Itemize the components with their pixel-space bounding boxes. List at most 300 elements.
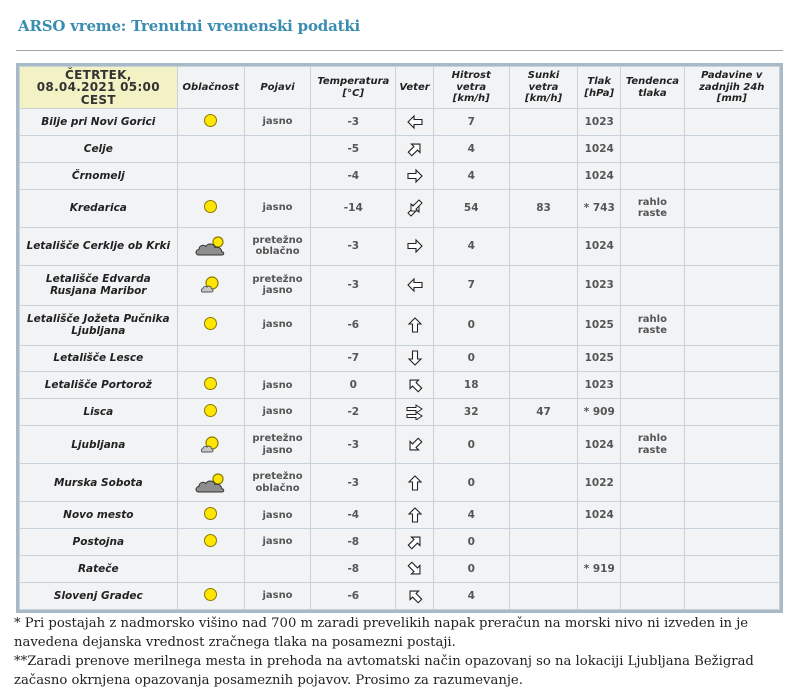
temp-value: -3: [347, 476, 360, 489]
phenomena-cell: [245, 163, 310, 189]
pressure-cell: [578, 306, 620, 345]
col-wind: Veter: [396, 67, 432, 108]
precip-cell: [685, 109, 779, 135]
arrow-left-icon: [398, 277, 430, 293]
temperature-cell: [311, 502, 395, 528]
station-name: [20, 529, 177, 555]
col-trend: [621, 67, 683, 108]
station-name: [20, 306, 177, 345]
pressure-trend-cell: [621, 306, 683, 345]
col-precip: [685, 67, 779, 108]
pressure-trend-line: rahlo: [637, 313, 667, 325]
gust-value: 47: [536, 406, 551, 419]
gust-cell: [510, 556, 577, 582]
pressure-cell: [578, 464, 620, 501]
phenomena-cell: [245, 426, 310, 463]
temp-value: -4: [347, 169, 360, 182]
station-name-line: Bilje pri Novi Gorici: [41, 115, 156, 128]
temperature-cell: [311, 109, 395, 135]
wind-speed-cell: [434, 136, 509, 162]
precip-cell: [685, 163, 779, 189]
temperature-cell: [311, 306, 395, 345]
col-phenomena: Pojavi: [245, 67, 310, 108]
footnotes: [14, 614, 789, 690]
pressure-value: 1024: [584, 169, 614, 182]
station-name-line: Letališče Portorož: [44, 379, 152, 392]
wind-speed-cell: [434, 583, 509, 609]
speed-value: 7: [467, 279, 475, 292]
wind-speed-cell: [434, 464, 509, 501]
col-temperature-l1: Temperatura: [317, 76, 390, 87]
wind-direction-cell: [396, 529, 432, 555]
pressure-trend-cell: [621, 583, 683, 609]
pressure-value: 1024: [584, 240, 614, 253]
gust-cell: [510, 190, 577, 227]
pressure-value: 1023: [584, 379, 614, 392]
precip-cell: [685, 426, 779, 463]
temperature-cell: [311, 163, 395, 189]
observation-datetime: [20, 67, 177, 108]
temp-value: -3: [347, 438, 360, 451]
station-name-line: Letališče Cerklje ob Krki: [26, 240, 171, 253]
temp-value: -3: [347, 279, 360, 292]
temp-value: -6: [347, 319, 360, 332]
pressure-value: 1022: [584, 476, 614, 489]
pressure-trend-line: rahlo: [637, 433, 667, 445]
phenomena-cell: [245, 556, 310, 582]
sun-icon: [204, 408, 217, 420]
arrow-up-left-icon: [398, 588, 430, 604]
col-gusts-l3: [km/h]: [525, 93, 563, 105]
col-precip-l1: Padavine v: [701, 70, 763, 82]
wind-speed-cell: [434, 346, 509, 372]
temperature-cell: [311, 556, 395, 582]
date-weekday: ČETRTEK,: [65, 67, 132, 82]
station-name: [20, 556, 177, 582]
pressure-cell: [578, 190, 620, 227]
pressure-trend-line: raste: [637, 208, 668, 220]
wind-direction-cell: [396, 372, 432, 398]
station-name-line: Ljubljana: [71, 438, 126, 451]
temp-value: -4: [347, 509, 360, 522]
pressure-cell: [578, 426, 620, 463]
station-name: [20, 399, 177, 425]
sun-icon: [204, 592, 217, 604]
phenomena-cell: [245, 502, 310, 528]
precip-cell: [685, 190, 779, 227]
temp-value: -8: [347, 563, 360, 576]
arrow-up-icon: [398, 317, 430, 333]
wind-direction-cell: [396, 163, 432, 189]
arrow-right-icon: [398, 168, 430, 184]
cloudiness-cell: [178, 399, 244, 425]
arrow-right-double-icon: [398, 404, 430, 420]
date-time: 08.04.2021 05:00: [36, 80, 160, 95]
weather-table: [19, 66, 780, 610]
phenomena-line: pretežno: [252, 471, 303, 483]
gust-cell: [510, 346, 577, 372]
cloudiness-cell: [178, 266, 244, 305]
cloudiness-cell: [178, 228, 244, 265]
station-name: [20, 372, 177, 398]
col-wind-speed: [434, 67, 509, 108]
phenomena-line: oblačno: [255, 482, 300, 494]
temperature-cell: [311, 583, 395, 609]
arrow-left-icon: [398, 114, 430, 130]
phenomena-line: jasno: [262, 379, 293, 391]
phenomena-line: jasno: [262, 116, 293, 128]
speed-value: 0: [467, 352, 475, 365]
phenomena-line: pretežno: [252, 273, 303, 285]
precip-cell: [685, 502, 779, 528]
precip-cell: [685, 372, 779, 398]
wind-speed-cell: [434, 372, 509, 398]
wind-speed-cell: [434, 109, 509, 135]
wind-speed-cell: [434, 190, 509, 227]
pressure-trend-cell: [621, 529, 683, 555]
col-precip-l2: zadnjih 24h: [699, 81, 765, 93]
header-row: [20, 67, 779, 108]
phenomena-cell: [245, 266, 310, 305]
speed-value: 4: [467, 142, 475, 155]
footnote-ljubljana: **Zaradi prenove merilnega mesta in prehoda na avtomatski način opazovanj so na lokaciji Ljubljana Bežigrad začasno okrnjena opazovanja posameznih pojavov. Prosimo za razumevanje.: [14, 654, 754, 688]
col-wind-speed-l3: [km/h]: [452, 93, 490, 105]
station-name-line: Letališče Edvarda: [45, 273, 151, 286]
pressure-trend-line: rahlo: [637, 196, 667, 208]
arrow-up-icon: [398, 475, 430, 491]
table-row: [20, 306, 779, 345]
phenomena-line: pretežno: [252, 433, 303, 445]
table-row: [20, 529, 779, 555]
pressure-trend-cell: [621, 556, 683, 582]
pressure-cell: [578, 109, 620, 135]
wind-direction-cell: [396, 556, 432, 582]
phenomena-cell: [245, 464, 310, 501]
station-name: [20, 190, 177, 227]
temp-value: 0: [349, 379, 357, 392]
table-row: [20, 556, 779, 582]
phenomena-cell: [245, 583, 310, 609]
station-name-line: Rateče: [77, 563, 119, 576]
pressure-trend-cell: [621, 399, 683, 425]
speed-value: 4: [467, 509, 475, 522]
phenomena-line: pretežno: [252, 234, 303, 246]
station-name: [20, 464, 177, 501]
speed-value: 0: [467, 319, 475, 332]
station-name: [20, 228, 177, 265]
pressure-cell: [578, 266, 620, 305]
pressure-value: 1024: [584, 509, 614, 522]
col-temperature-l2: [°C]: [342, 87, 365, 99]
temp-value: -3: [347, 115, 360, 128]
pressure-trend-cell: [621, 109, 683, 135]
pressure-trend-cell: [621, 502, 683, 528]
sun-icon: [204, 381, 217, 393]
pressure-cell: [578, 556, 620, 582]
gust-cell: [510, 109, 577, 135]
cloudiness-cell: [178, 163, 244, 189]
pressure-trend-cell: [621, 426, 683, 463]
station-name-line: Celje: [83, 142, 113, 155]
table-row: [20, 190, 779, 227]
speed-value: 18: [463, 379, 479, 392]
cloudiness-cell: [178, 583, 244, 609]
speed-value: 4: [467, 240, 475, 253]
gust-cell: [510, 163, 577, 189]
station-name-line: Lisca: [83, 406, 114, 419]
gust-cell: [510, 136, 577, 162]
speed-value: 0: [467, 438, 475, 451]
speed-value: 7: [467, 115, 475, 128]
pressure-value: * 743: [583, 202, 615, 215]
station-name-line: Slovenj Gradec: [53, 589, 143, 602]
table-row: [20, 228, 779, 265]
temperature-cell: [311, 464, 395, 501]
precip-cell: [685, 346, 779, 372]
precip-cell: [685, 556, 779, 582]
station-name: [20, 426, 177, 463]
pressure-cell: [578, 136, 620, 162]
wind-speed-cell: [434, 426, 509, 463]
wind-direction-cell: [396, 109, 432, 135]
pressure-trend-line: raste: [637, 444, 668, 456]
phenomena-cell: [245, 190, 310, 227]
arrow-up-right-icon: [398, 534, 430, 550]
table-row: [20, 502, 779, 528]
sun-cloud-icon: [180, 436, 242, 454]
col-trend-l2: tlaka: [638, 87, 667, 99]
pressure-value: 1025: [584, 352, 614, 365]
speed-value: 4: [467, 589, 475, 602]
gust-cell: [510, 306, 577, 345]
pressure-trend-cell: [621, 136, 683, 162]
col-gusts: [510, 67, 577, 108]
wind-speed-cell: [434, 163, 509, 189]
arrow-right-icon: [398, 238, 430, 254]
wind-direction-cell: [396, 464, 432, 501]
wind-speed-cell: [434, 399, 509, 425]
temp-value: -2: [347, 406, 360, 419]
pressure-cell: [578, 583, 620, 609]
cloudiness-cell: [178, 372, 244, 398]
pressure-trend-cell: [621, 372, 683, 398]
station-name-line: Rusjana Maribor: [50, 285, 147, 298]
table-row: [20, 399, 779, 425]
gust-cell: [510, 502, 577, 528]
wind-speed-cell: [434, 266, 509, 305]
date-timezone: CEST: [80, 92, 116, 107]
pressure-trend-cell: [621, 190, 683, 227]
station-name: [20, 109, 177, 135]
pressure-value: 1023: [584, 279, 614, 292]
col-wind-speed-l1: Hitrost: [451, 70, 491, 82]
cloudiness-cell: [178, 426, 244, 463]
arrow-down-icon: [398, 350, 430, 366]
wind-speed-cell: [434, 556, 509, 582]
speed-value: 0: [467, 536, 475, 549]
table-row: [20, 583, 779, 609]
station-name: [20, 136, 177, 162]
pressure-cell: [578, 346, 620, 372]
cloudiness-cell: [178, 136, 244, 162]
station-name-line: Novo mesto: [63, 509, 134, 522]
phenomena-cell: [245, 372, 310, 398]
sun-icon: [204, 321, 217, 333]
precip-cell: [685, 136, 779, 162]
wind-direction-cell: [396, 306, 432, 345]
gust-cell: [510, 464, 577, 501]
pressure-cell: [578, 502, 620, 528]
wind-speed-cell: [434, 306, 509, 345]
precip-cell: [685, 583, 779, 609]
cloudiness-cell: [178, 464, 244, 501]
wind-direction-cell: [396, 190, 432, 227]
station-name: [20, 502, 177, 528]
col-temperature: [311, 67, 395, 108]
phenomena-line: jasno: [262, 202, 293, 214]
precip-cell: [685, 228, 779, 265]
cloudiness-cell: [178, 556, 244, 582]
phenomena-line: oblačno: [255, 246, 300, 258]
gust-cell: [510, 228, 577, 265]
arrow-down-left-icon: [398, 437, 430, 453]
phenomena-cell: [245, 109, 310, 135]
sun-icon: [204, 204, 217, 216]
cloud-sun-icon: [180, 472, 242, 494]
sun-icon: [204, 118, 217, 130]
phenomena-cell: [245, 228, 310, 265]
sun-icon: [204, 511, 217, 523]
phenomena-line: jasno: [262, 319, 293, 331]
station-name-line: Letališče Lesce: [53, 352, 144, 365]
temp-value: -8: [347, 536, 360, 549]
arrow-up-icon: [398, 507, 430, 523]
wind-speed-cell: [434, 502, 509, 528]
temperature-cell: [311, 266, 395, 305]
speed-value: 54: [463, 202, 479, 215]
sun-cloud-icon: [180, 276, 242, 294]
footnote-pressure: * Pri postajah z nadmorsko višino nad 700 m zaradi prevelikih napak preračun na morski nivo ni izveden in je navedena dejanska vrednost zračnega tlaka na posamezni postaji.: [14, 616, 749, 650]
pressure-trend-line: raste: [637, 325, 668, 337]
wind-direction-cell: [396, 136, 432, 162]
cloudiness-cell: [178, 306, 244, 345]
col-wind-speed-l2: vetra: [456, 81, 487, 93]
weather-table-frame: [16, 63, 783, 613]
gust-cell: [510, 372, 577, 398]
table-row: [20, 346, 779, 372]
temperature-cell: [311, 346, 395, 372]
station-name: [20, 163, 177, 189]
pressure-value: * 919: [583, 563, 615, 576]
precip-cell: [685, 266, 779, 305]
arrow-up-left-icon: [398, 377, 430, 393]
phenomena-line: jasno: [262, 536, 293, 548]
temperature-cell: [311, 136, 395, 162]
wind-direction-cell: [396, 583, 432, 609]
speed-value: 32: [463, 406, 479, 419]
table-body: [20, 109, 779, 609]
wind-speed-cell: [434, 529, 509, 555]
temperature-cell: [311, 426, 395, 463]
temperature-cell: [311, 529, 395, 555]
table-row: [20, 163, 779, 189]
sun-icon: [204, 538, 217, 550]
col-pressure-l2: [hPa]: [584, 87, 615, 99]
phenomena-line: jasno: [262, 590, 293, 602]
speed-value: 0: [467, 563, 475, 576]
gust-cell: [510, 529, 577, 555]
station-name-line: Murska Sobota: [53, 476, 143, 489]
temperature-cell: [311, 190, 395, 227]
precip-cell: [685, 399, 779, 425]
wind-direction-cell: [396, 399, 432, 425]
gust-value: 83: [536, 202, 551, 215]
table-row: [20, 464, 779, 501]
temperature-cell: [311, 228, 395, 265]
speed-value: 0: [467, 476, 475, 489]
table-row: [20, 426, 779, 463]
precip-cell: [685, 464, 779, 501]
cloudiness-cell: [178, 109, 244, 135]
station-name-line: Kredarica: [69, 202, 127, 215]
temperature-cell: [311, 399, 395, 425]
phenomena-line: jasno: [262, 444, 293, 456]
temp-value: -14: [343, 202, 363, 215]
cloudiness-cell: [178, 529, 244, 555]
station-name: [20, 266, 177, 305]
wind-direction-cell: [396, 502, 432, 528]
pressure-value: 1024: [584, 438, 614, 451]
arrow-down-right-icon: [398, 561, 430, 577]
gust-cell: [510, 426, 577, 463]
pressure-value: 1024: [584, 142, 614, 155]
gust-cell: [510, 583, 577, 609]
station-name: [20, 583, 177, 609]
pressure-trend-cell: [621, 346, 683, 372]
table-row: [20, 136, 779, 162]
pressure-trend-cell: [621, 163, 683, 189]
temp-value: -6: [347, 589, 360, 602]
station-name-line: Ljubljana: [71, 325, 126, 338]
station-name-line: Postojna: [72, 536, 125, 549]
phenomena-line: jasno: [262, 509, 293, 521]
pressure-trend-cell: [621, 228, 683, 265]
gust-cell: [510, 399, 577, 425]
cloud-sun-icon: [180, 235, 242, 257]
wind-direction-cell: [396, 266, 432, 305]
phenomena-cell: [245, 529, 310, 555]
pressure-trend-cell: [621, 266, 683, 305]
wind-speed-cell: [434, 228, 509, 265]
title-divider: [16, 50, 783, 51]
pressure-value: 1023: [584, 115, 614, 128]
cloudiness-cell: [178, 190, 244, 227]
arrow-variable-icon: [398, 198, 430, 218]
wind-direction-cell: [396, 228, 432, 265]
wind-direction-cell: [396, 346, 432, 372]
gust-cell: [510, 266, 577, 305]
phenomena-line: jasno: [262, 406, 293, 418]
pressure-cell: [578, 399, 620, 425]
table-row: [20, 266, 779, 305]
pressure-cell: [578, 228, 620, 265]
phenomena-cell: [245, 136, 310, 162]
pressure-cell: [578, 372, 620, 398]
temp-value: -3: [347, 240, 360, 253]
temp-value: -5: [347, 142, 360, 155]
phenomena-cell: [245, 306, 310, 345]
wind-direction-cell: [396, 426, 432, 463]
